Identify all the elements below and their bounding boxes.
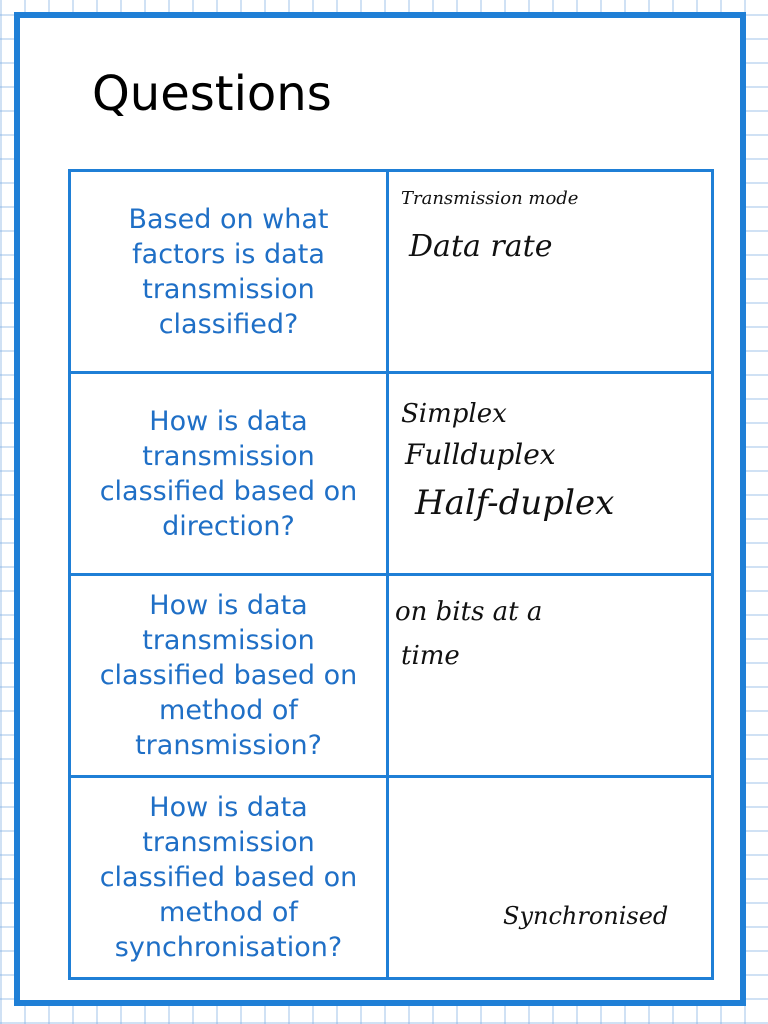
- answer-cell[interactable]: [388, 373, 713, 575]
- answer-line: on bits at a: [395, 597, 543, 627]
- answer-line: Data rate: [409, 229, 553, 264]
- handwritten-answer: [389, 576, 711, 775]
- question-cell: How is data transmission classified based on direction?: [70, 373, 388, 575]
- handwritten-answer: [389, 778, 711, 977]
- table-row: [70, 575, 713, 777]
- worksheet-slide: [14, 12, 746, 1006]
- page-title: Questions: [92, 66, 332, 122]
- answer-line: Simplex: [401, 399, 507, 429]
- table-row: [70, 373, 713, 575]
- answer-line: Transmission mode: [401, 188, 579, 209]
- question-cell: How is data transmission classified based on method of transmission?: [70, 575, 388, 777]
- question-cell: Based on what factors is data transmission classified?: [70, 171, 388, 373]
- question-cell: How is data transmission classified based on method of synchronisation?: [70, 777, 388, 979]
- table-row: [70, 777, 713, 979]
- questions-table: [68, 169, 714, 980]
- answer-line: time: [401, 641, 460, 671]
- answer-line: Synchronised: [503, 902, 669, 930]
- answer-line: Fullduplex: [405, 438, 556, 471]
- table-row: [70, 171, 713, 373]
- handwritten-answer: [389, 374, 711, 573]
- answer-cell[interactable]: [388, 575, 713, 777]
- answer-line: Half-duplex: [415, 483, 615, 523]
- answer-cell[interactable]: [388, 171, 713, 373]
- handwritten-answer: [389, 172, 711, 371]
- answer-cell[interactable]: [388, 777, 713, 979]
